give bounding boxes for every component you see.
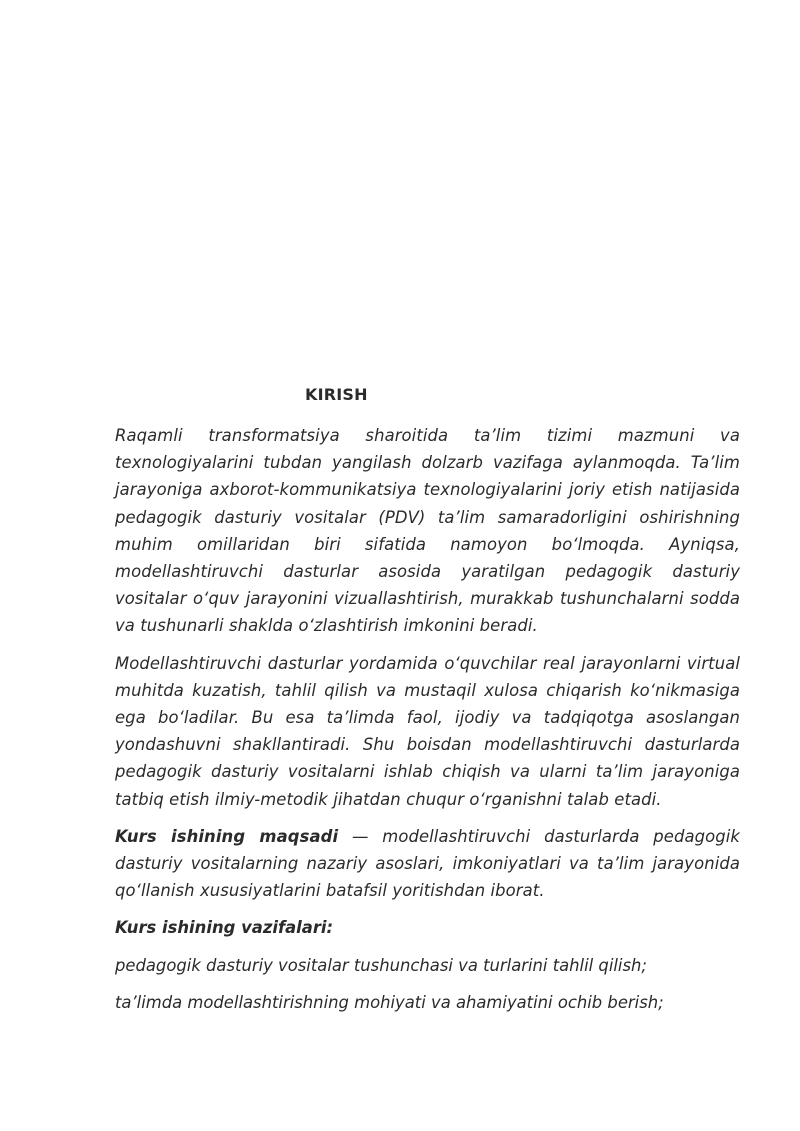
document-body <box>115 422 740 1026</box>
task-item-1: pedagogik dasturiy vositalar tushunchasi va turlarini tahlil qilish; <box>115 955 647 975</box>
intro-paragraph-2: Modellashtiruvchi dasturlar yordamida o‘quvchilar real jarayonlarni virtual muhitda kuzatish, tahlil qilish va mustaqil xulosa chiqarish ko‘nikmasiga ega bo‘ladilar. Bu esa ta’limda faol, ijodiy va tadqiqotga asoslangan yondashuvni shakllantiradi. Shu boisdan modellashtiruvchi dasturlarda pedagogik dasturiy vositalarni ishlab chiqish va ularni ta’lim jarayoniga tatbiq etish ilmiy-metodik jihatdan chuqur o‘rganishni talab etadi. <box>115 653 740 809</box>
section-heading: KIRISH <box>305 385 368 404</box>
tasks-heading: Kurs ishining vazifalari: <box>115 918 334 938</box>
goal-label: Kurs ishining maqsadi <box>115 826 339 846</box>
intro-paragraph-1: Raqamli transformatsiya sharoitida ta’lim tizimi mazmuni va texnologiyalarini tubdan yangilash dolzarb vazifaga aylanmoqda. Ta’lim jarayoniga axborot-kommunikatsiya texnologiyalarini joriy etish natijasida pedagogik dasturiy vositalar (PDV) ta’lim samaradorligini oshirishning muhim omillaridan biri sifatida namoyon bo‘lmoqda. Ayniqsa, modellashtiruvchi dasturlar asosida yaratilgan pedagogik dasturiy vositalar o‘quv jarayonini vizuallashtirish, murakkab tushunchalarni sodda va tushunarli shaklda o‘zlashtirish imkonini beradi. <box>115 426 740 636</box>
task-item-2: ta’limda modellashtirishning mohiyati va ahamiyatini ochib berish; <box>115 992 664 1012</box>
goal-paragraph <box>115 823 740 905</box>
goal-text: — modellashtiruvchi dasturlarda pedagogik dasturiy vositalarning nazariy asoslari, imkoniyatlari va ta’lim jarayonida qo‘llanish xususiyatlarini batafsil yoritishdan iborat. <box>115 826 741 901</box>
